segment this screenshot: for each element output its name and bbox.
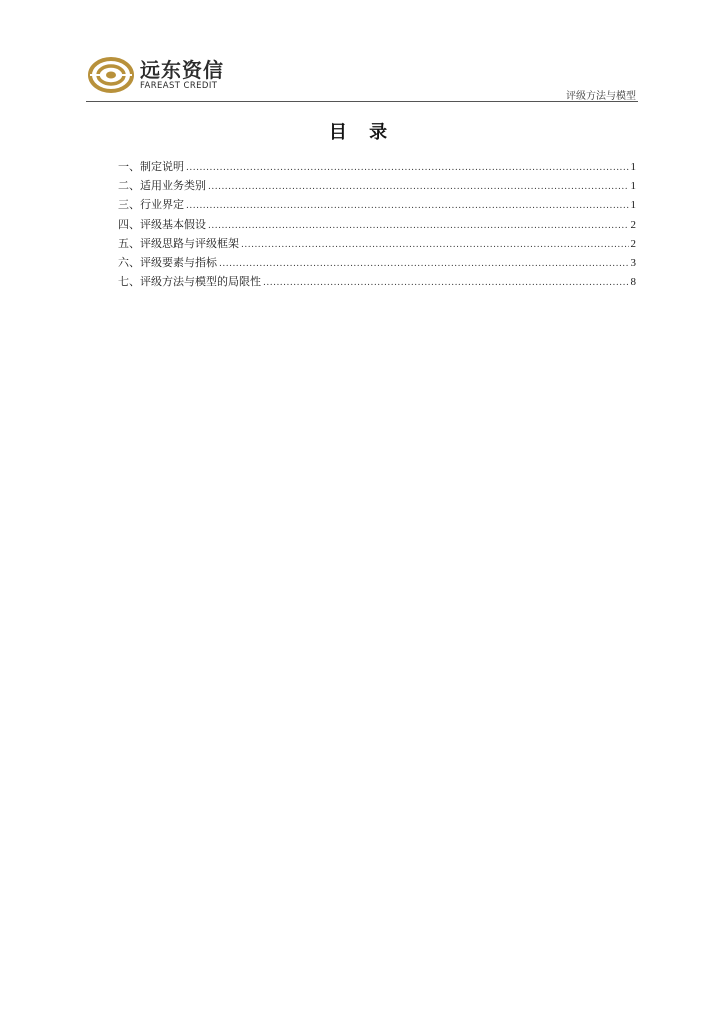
- toc-entry[interactable]: [118, 176, 636, 195]
- toc-entry[interactable]: [118, 253, 636, 272]
- toc-entry-label: 一、制定说明: [118, 160, 184, 173]
- logo-chinese-name: 远东资信: [140, 57, 224, 82]
- toc-entry[interactable]: [118, 234, 636, 253]
- toc-entry-page: 2: [630, 237, 636, 250]
- toc-entry[interactable]: [118, 157, 636, 176]
- logo-text-group: [140, 59, 224, 92]
- toc-leader-dots: [208, 178, 629, 197]
- toc-leader-dots: [186, 197, 629, 216]
- toc-leader-dots: [186, 159, 629, 178]
- toc-leader-dots: [219, 255, 629, 274]
- toc-entry-page: 2: [630, 218, 636, 231]
- toc-leader-dots: [241, 236, 629, 255]
- toc-entry-page: 1: [630, 199, 636, 212]
- toc-entry-label: 三、行业界定: [118, 198, 184, 212]
- toc-entry-label: 四、评级基本假设: [118, 217, 206, 231]
- logo-english-name: FAREAST CREDIT: [140, 80, 218, 91]
- toc-entry-page: 1: [630, 180, 636, 193]
- header-divider: [86, 101, 638, 102]
- toc-entry-label: 二、适用业务类别: [118, 179, 206, 193]
- logo-mark-icon: [88, 56, 134, 94]
- toc-entry-page: 1: [630, 161, 636, 173]
- toc-title: 目 录: [328, 122, 396, 143]
- toc-leader-dots: [208, 217, 629, 236]
- company-logo: [88, 56, 224, 94]
- toc-entry[interactable]: [118, 272, 636, 291]
- toc-entry-page: 8: [630, 276, 636, 289]
- toc-list: [118, 157, 636, 291]
- header-section-title: 评级方法与模型: [566, 91, 636, 102]
- toc-entry-label: 五、评级思路与评级框架: [118, 236, 239, 250]
- toc-entry[interactable]: [118, 215, 636, 234]
- toc-entry-page: 3: [630, 256, 636, 269]
- toc-entry-label: 七、评级方法与模型的局限性: [118, 275, 261, 289]
- toc-entry-label: 六、评级要素与指标: [118, 255, 217, 269]
- toc-entry[interactable]: [118, 195, 636, 214]
- toc-leader-dots: [263, 274, 629, 293]
